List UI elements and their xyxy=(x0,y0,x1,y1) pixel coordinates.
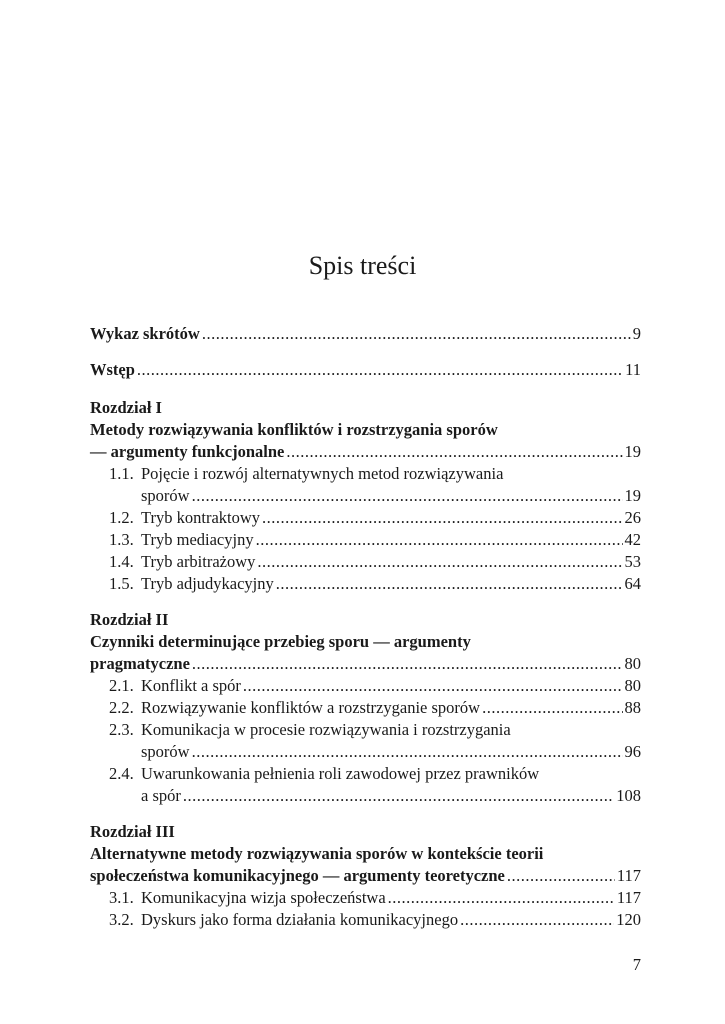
toc-page-number: 117 xyxy=(616,866,641,885)
section-title-text: Dyskurs jako forma działania komunikacyjnego xyxy=(141,910,459,929)
toc-page-number: 9 xyxy=(632,324,641,343)
toc-page-number: 108 xyxy=(616,786,641,805)
chapter-number: Rozdział II xyxy=(90,610,169,629)
dot-leader xyxy=(286,441,622,463)
chapter-heading xyxy=(90,609,641,631)
toc-entry-chapter-1[interactable] xyxy=(90,441,641,463)
section-number: 1.2. xyxy=(109,508,134,527)
dot-leader xyxy=(482,697,622,719)
dot-leader xyxy=(262,507,622,529)
section-title-text: Konflikt a spór xyxy=(141,676,241,695)
chapter-title-line xyxy=(90,631,641,653)
section-number: 1.3. xyxy=(109,530,134,549)
toc-entry-section-2-1[interactable] xyxy=(90,675,641,697)
toc-page-number: 26 xyxy=(624,508,641,527)
toc-entry-section-1-4[interactable] xyxy=(90,551,641,573)
section-title-text: Tryb adjudykacyjny xyxy=(141,574,274,593)
toc-entry-label: Wykaz skrótów xyxy=(90,324,200,343)
dot-leader xyxy=(192,485,623,507)
toc-page-number: 120 xyxy=(616,910,641,929)
chapter-title-text: Czynniki determinujące przebieg sporu — argumenty xyxy=(90,632,471,651)
chapter-heading xyxy=(90,821,641,843)
section-number: 2.1. xyxy=(109,676,134,695)
chapter-title-text: społeczeństwa komunikacyjnego — argumenty teoretyczne xyxy=(90,866,505,885)
toc-entry-section-1-5[interactable] xyxy=(90,573,641,595)
toc-page-number: 42 xyxy=(624,530,641,549)
toc-entry-chapter-3[interactable] xyxy=(90,865,641,887)
section-number: 2.2. xyxy=(109,698,134,717)
toc-entry-section-1-1[interactable] xyxy=(90,485,641,507)
dot-leader xyxy=(276,573,623,595)
section-title-text: sporów xyxy=(141,742,190,761)
section-title-text: Rozwiązywanie konfliktów a rozstrzyganie sporów xyxy=(141,698,481,717)
chapter-number: Rozdział III xyxy=(90,822,175,841)
section-title-line xyxy=(90,463,641,485)
section-title-line xyxy=(90,763,641,785)
toc-entry-label: Wstęp xyxy=(90,360,135,379)
dot-leader xyxy=(192,653,623,675)
toc-entry-section-1-2[interactable] xyxy=(90,507,641,529)
page-number: 7 xyxy=(632,955,641,974)
chapter-title-text: Alternatywne metody rozwiązywania sporów w kontekście teorii xyxy=(90,844,544,863)
dot-leader xyxy=(243,675,623,697)
section-number: 2.3. xyxy=(109,720,134,739)
toc-entry-section-1-3[interactable] xyxy=(90,529,641,551)
page-title: Spis treści xyxy=(308,251,417,280)
dot-leader xyxy=(192,741,623,763)
toc-entry-abbreviations[interactable] xyxy=(90,323,641,345)
chapter-heading xyxy=(90,397,641,419)
section-title-text: Tryb arbitrażowy xyxy=(141,552,256,571)
section-number: 1.4. xyxy=(109,552,134,571)
toc-page-number: 88 xyxy=(624,698,641,717)
dot-leader xyxy=(137,359,623,381)
toc-entry-section-2-4[interactable] xyxy=(90,785,641,807)
toc-page-number: 11 xyxy=(625,360,641,379)
chapter-title-text: pragmatyczne xyxy=(90,654,190,673)
dot-leader xyxy=(202,323,631,345)
toc-page-number: 19 xyxy=(624,442,641,461)
toc-page-number: 80 xyxy=(624,676,641,695)
chapter-number: Rozdział I xyxy=(90,398,162,417)
toc-page-number: 19 xyxy=(624,486,641,505)
toc-entry-section-3-2[interactable] xyxy=(90,909,641,931)
toc-page-number: 117 xyxy=(616,888,641,907)
section-number: 1.1. xyxy=(109,464,134,483)
section-title-text: a spór xyxy=(141,786,181,805)
section-title-text: sporów xyxy=(141,486,190,505)
toc-page-number: 53 xyxy=(624,552,641,571)
chapter-title-line xyxy=(90,419,641,441)
toc-entry-section-2-2[interactable] xyxy=(90,697,641,719)
dot-leader xyxy=(388,887,615,909)
section-title-text: Pojęcie i rozwój alternatywnych metod rozwiązywania xyxy=(141,464,504,483)
chapter-title-line xyxy=(90,843,641,865)
chapter-title-text: Metody rozwiązywania konfliktów i rozstrzygania sporów xyxy=(90,420,498,439)
section-title-text: Komunikacyjna wizja społeczeństwa xyxy=(141,888,386,907)
dot-leader xyxy=(183,785,614,807)
dot-leader xyxy=(256,529,623,551)
section-number: 3.2. xyxy=(109,910,134,929)
section-title-text: Uwarunkowania pełnienia roli zawodowej przez prawników xyxy=(141,764,540,783)
toc-entry-section-2-3[interactable] xyxy=(90,741,641,763)
section-number: 2.4. xyxy=(109,764,134,783)
section-title-text: Tryb mediacyjny xyxy=(141,530,254,549)
dot-leader xyxy=(460,909,614,931)
section-title-text: Tryb kontraktowy xyxy=(141,508,261,527)
toc-page-number: 80 xyxy=(624,654,641,673)
toc-entry-section-3-1[interactable] xyxy=(90,887,641,909)
dot-leader xyxy=(257,551,622,573)
toc-page-number: 64 xyxy=(624,574,641,593)
section-number: 1.5. xyxy=(109,574,134,593)
toc-entry-chapter-2[interactable] xyxy=(90,653,641,675)
section-number: 3.1. xyxy=(109,888,134,907)
table-of-contents xyxy=(90,323,641,931)
section-title-text: Komunikacja w procesie rozwiązywania i rozstrzygania xyxy=(141,720,511,739)
toc-page-number: 96 xyxy=(624,742,641,761)
chapter-title-text: — argumenty funkcjonalne xyxy=(90,442,285,461)
dot-leader xyxy=(507,865,615,887)
section-title-line xyxy=(90,719,641,741)
toc-entry-introduction[interactable] xyxy=(90,359,641,381)
